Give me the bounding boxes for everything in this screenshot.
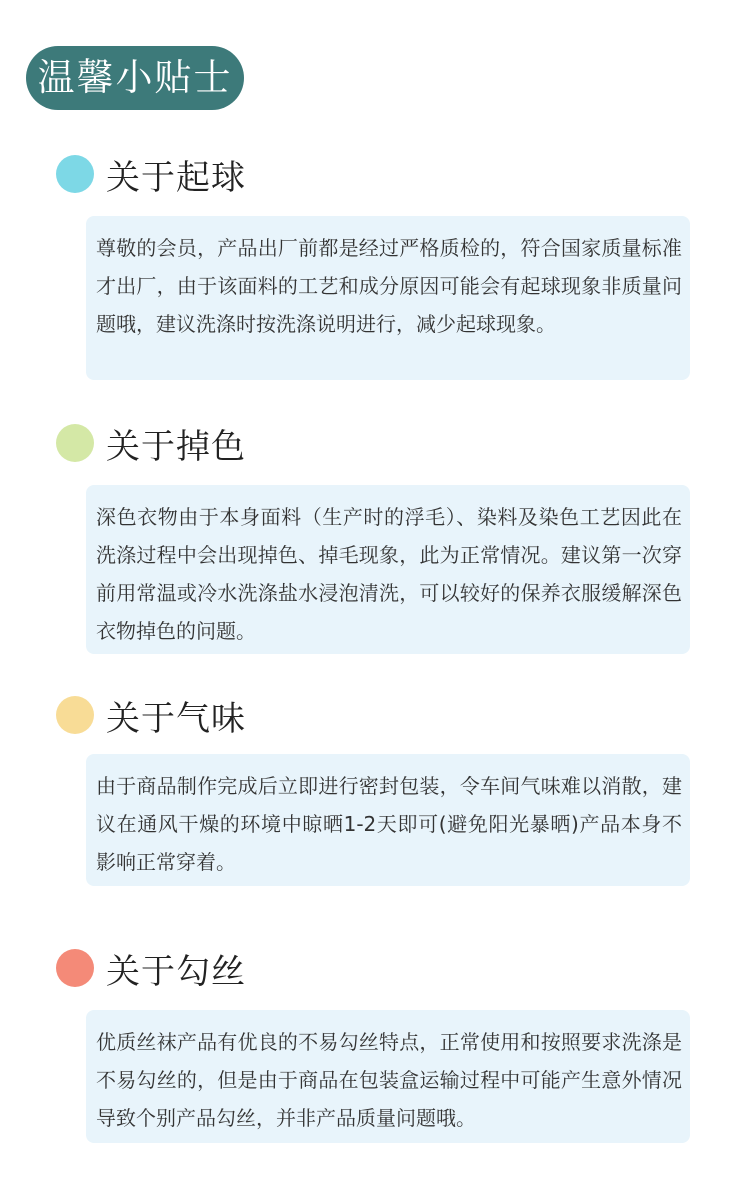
bullet-dot-icon (56, 424, 94, 462)
tip-heading-row (56, 154, 246, 198)
bullet-dot-icon (56, 696, 94, 734)
tip-body-text: 由于商品制作完成后立即进行密封包装，令车间气味难以消散，建议在通风干燥的环境中晾晒1-2天即可(避免阳光暴晒)产品本身不影响正常穿着。 (96, 774, 682, 874)
tip-heading: 关于气味 (106, 698, 246, 739)
tip-card (86, 485, 690, 654)
tip-heading: 关于掉色 (106, 426, 246, 467)
bullet-dot-icon (56, 949, 94, 987)
tip-body-text: 深色衣物由于本身面料（生产时的浮毛）、染料及染色工艺因此在洗涤过程中会出现掉色、掉毛现象，此为正常情况。建议第一次穿前用常温或冷水洗涤盐水浸泡清洗，可以较好的保养衣服缓解深色衣物掉色的问题。 (96, 505, 682, 643)
page-title-badge: 温馨小贴士 (26, 46, 244, 110)
tip-heading: 关于起球 (106, 157, 246, 198)
tip-card (86, 1010, 690, 1143)
tip-heading: 关于勾丝 (106, 951, 246, 992)
tip-heading-row (56, 948, 246, 992)
tip-heading-row (56, 423, 246, 467)
tip-card (86, 754, 690, 886)
bullet-dot-icon (56, 155, 94, 193)
tip-card (86, 216, 690, 380)
tip-body-text: 尊敬的会员，产品出厂前都是经过严格质检的，符合国家质量标准才出厂，由于该面料的工艺和成分原因可能会有起球现象非质量问题哦，建议洗涤时按洗涤说明进行，减少起球现象。 (96, 236, 682, 336)
tip-body-text: 优质丝袜产品有优良的不易勾丝特点，正常使用和按照要求洗涤是不易勾丝的，但是由于商品在包装盒运输过程中可能产生意外情况导致个别产品勾丝，并非产品质量问题哦。 (96, 1030, 682, 1130)
tip-heading-row (56, 695, 246, 739)
